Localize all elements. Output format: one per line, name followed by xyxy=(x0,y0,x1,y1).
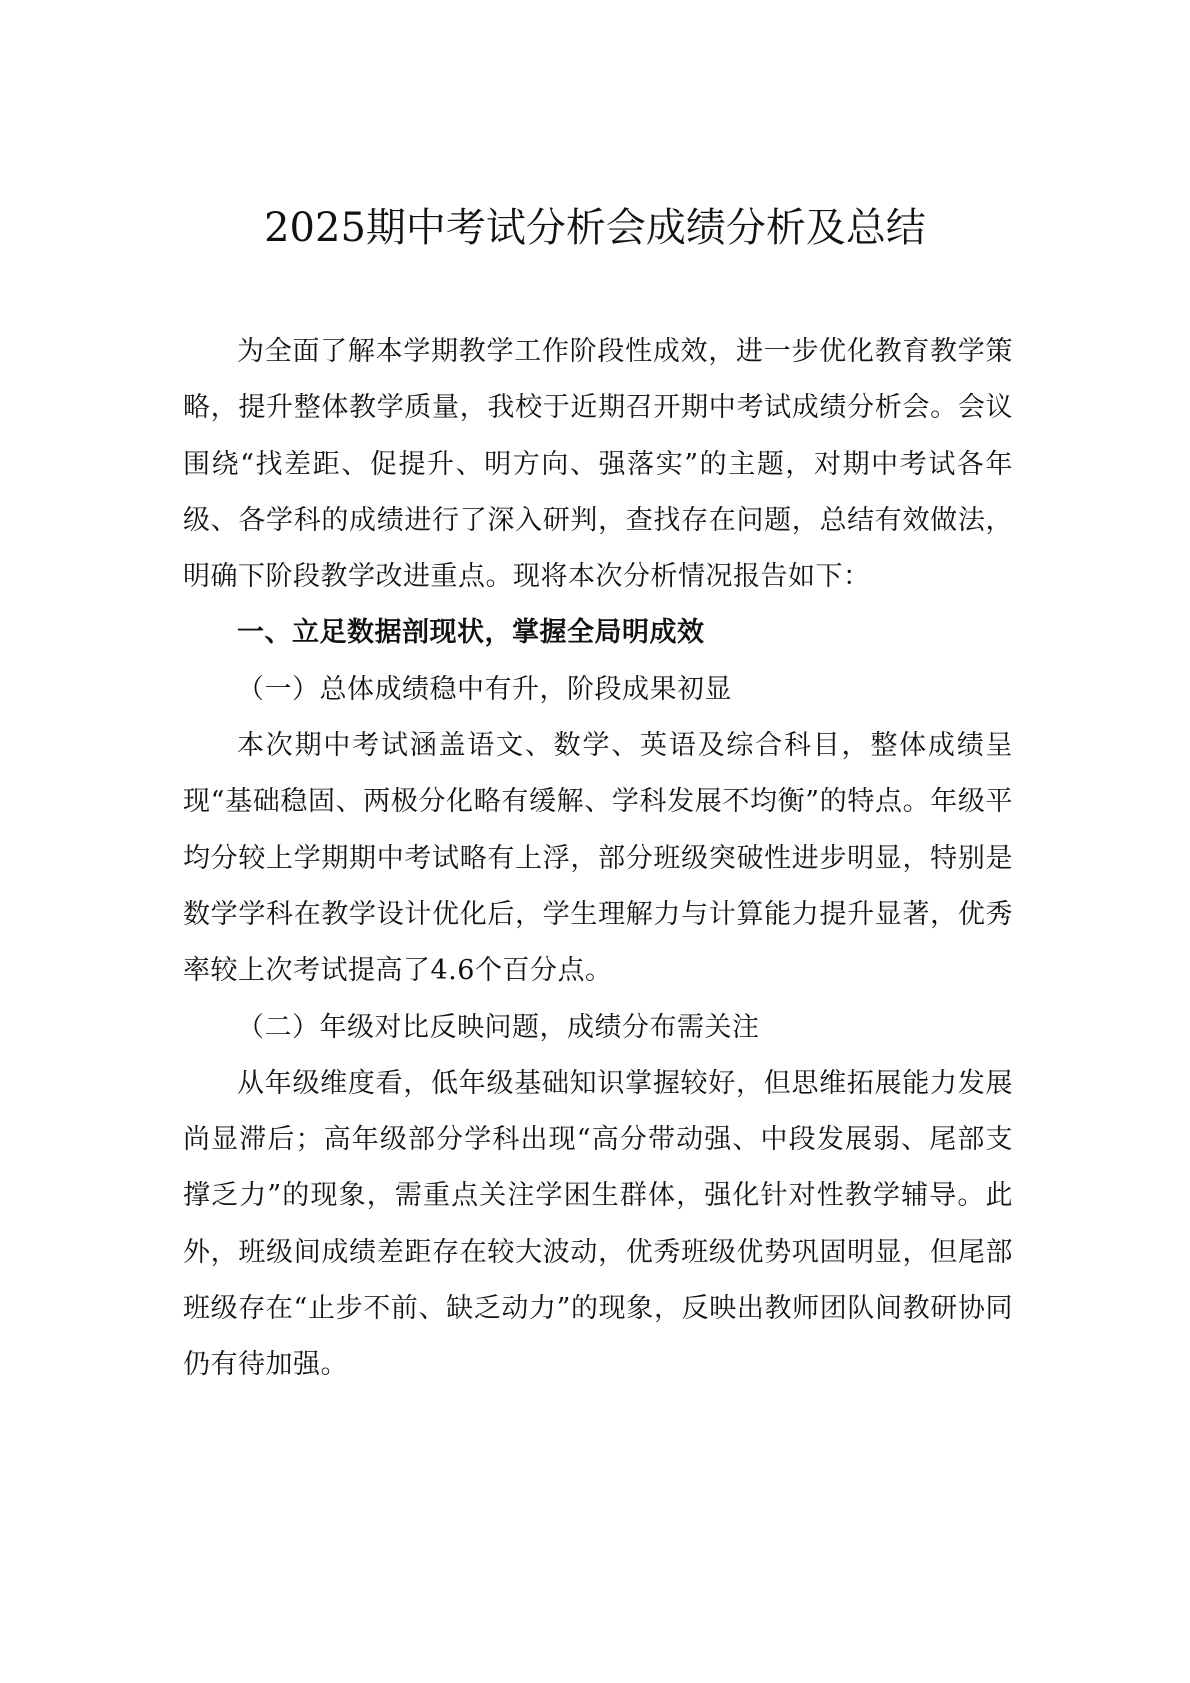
subsection-paragraph-1: 本次期中考试涵盖语文、数学、英语及综合科目，整体成绩呈现“基础稳固、两极分化略有缓解、学科发展不均衡”的特点。年级平均分较上学期期中考试略有上浮，部分班级突破性进步明显，特别是数学学科在教学设计优化后，学生理解力与计算能力提升显著，优秀率较上次考试提高了4.6个百分点。 xyxy=(183,730,1013,987)
document-body xyxy=(183,324,1013,1394)
section-heading-1: 一、立足数据剖现状，掌握全局明成效 xyxy=(237,617,705,649)
subsection-heading-2: （二）年级对比反映问题，成绩分布需关注 xyxy=(237,1011,760,1043)
subsection-paragraph-2: 从年级维度看，低年级基础知识掌握较好，但思维拓展能力发展尚显滞后；高年级部分学科出现“高分带动强、中段发展弱、尾部支撑乏力”的现象，需重点关注学困生群体，强化针对性教学辅导。此外，班级间成绩差距存在较大波动，优秀班级优势巩固明显，但尾部班级存在“止步不前、缺乏动力”的现象，反映出教师团队间教研协同仍有待加强。 xyxy=(183,1067,1013,1381)
intro-paragraph: 为全面了解本学期教学工作阶段性成效，进一步优化教育教学策略，提升整体教学质量，我校于近期召开期中考试成绩分析会。会议围绕“找差距、促提升、明方向、强落实”的主题，对期中考试各年级、各学科的成绩进行了深入研判，查找存在问题，总结有效做法，明确下阶段教学改进重点。现将本次分析情况报告如下： xyxy=(183,336,1013,593)
document-title: 2025期中考试分析会成绩分析及总结 xyxy=(264,205,926,251)
subsection-heading-1: （一）总体成绩稳中有升，阶段成果初显 xyxy=(237,673,732,705)
